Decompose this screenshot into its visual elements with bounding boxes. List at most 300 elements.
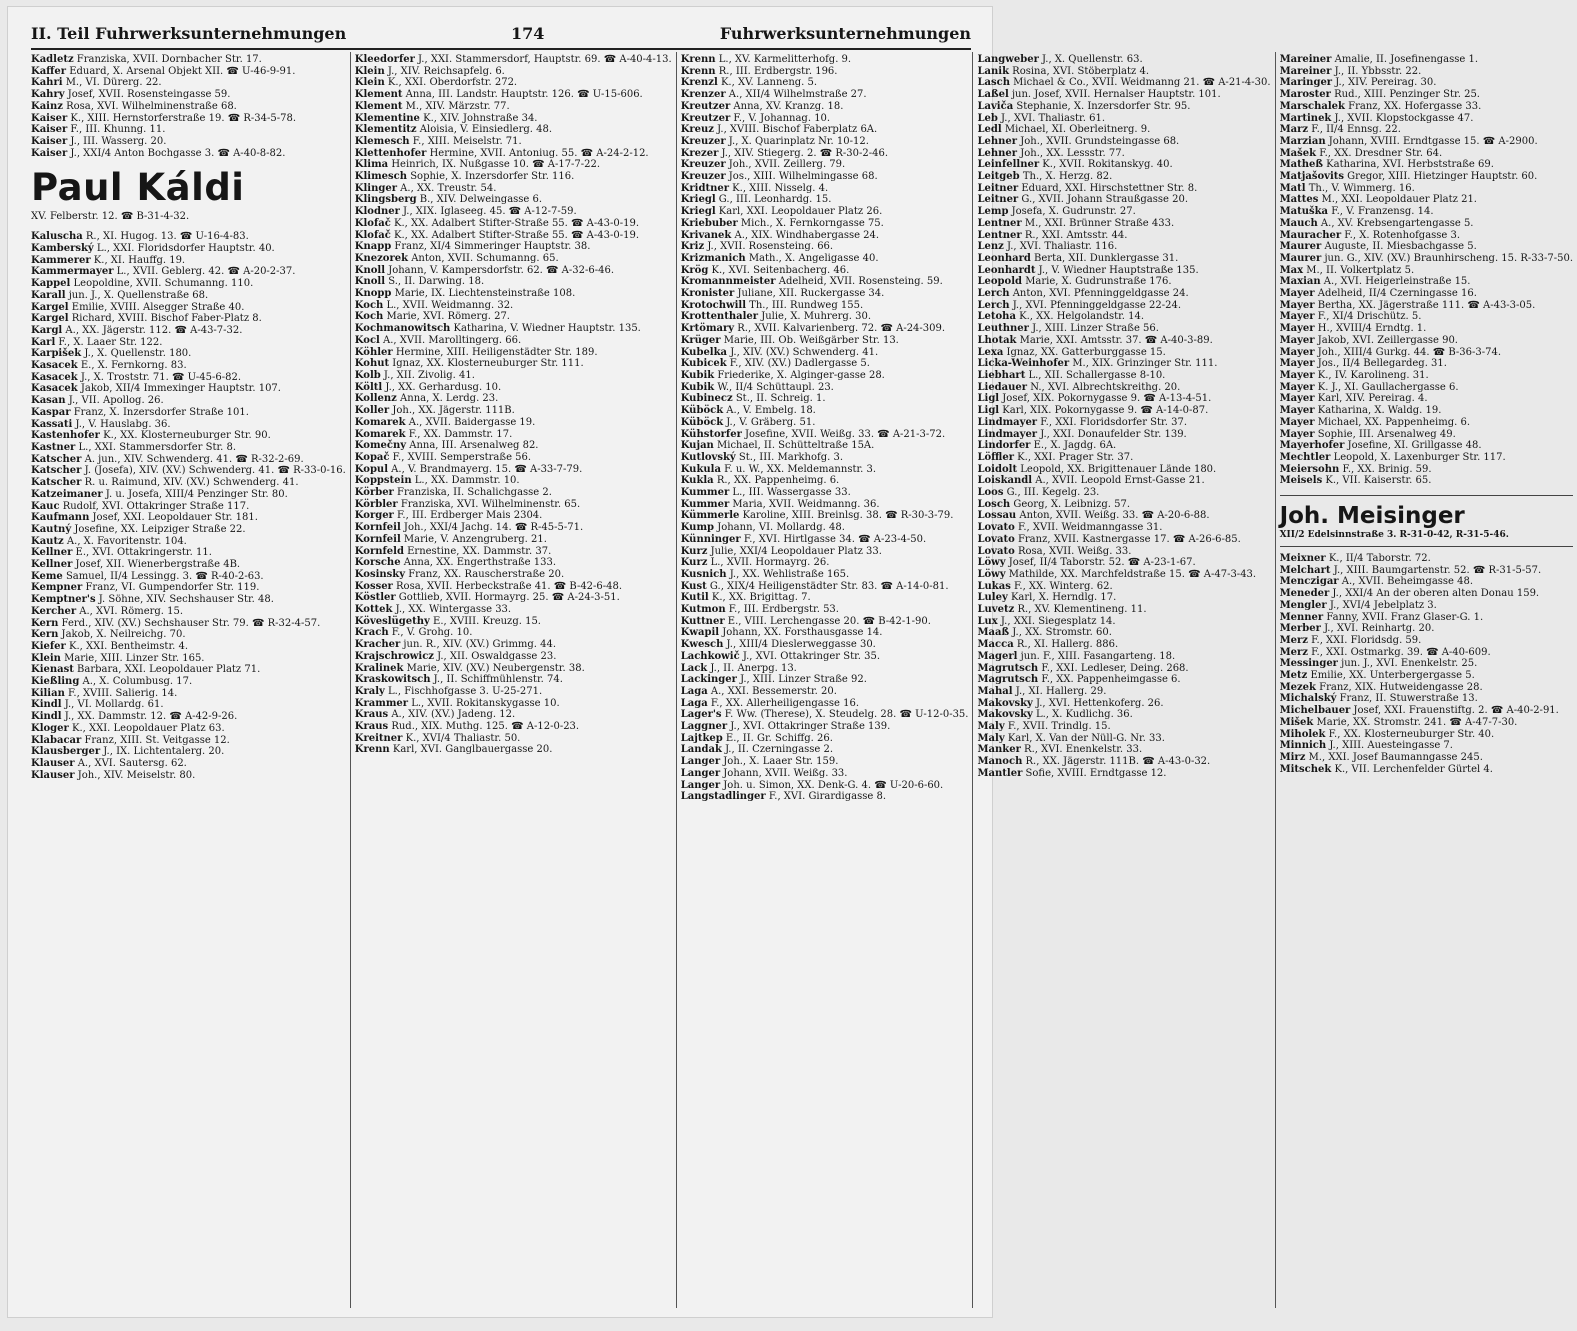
entry-details: K., XIV. Johnstraße 34. (419, 112, 538, 124)
entry-name: Kappel (31, 278, 71, 290)
entry-name: Lindmayer (977, 428, 1038, 440)
entry-details: Josefa, X. Gudrunstr. 27. (1008, 206, 1136, 218)
column-4-entries (977, 54, 1270, 780)
directory-entry (355, 89, 672, 101)
directory-entry (355, 546, 672, 558)
directory-entry (1280, 101, 1573, 113)
directory-entry (681, 686, 969, 698)
entry-details: J. u. Josefa, XIII/4 Penzinger Str. 80. (102, 488, 288, 500)
directory-entry (681, 276, 969, 288)
entry-details: A., XVI. Römerg. 15. (76, 605, 184, 617)
entry-details: Rudolf, XVI. Ottakringer Straße 117. (59, 500, 250, 512)
entry-name: Leitner (977, 194, 1019, 206)
entry-name: Lukas (977, 580, 1011, 592)
entry-name: Kreuzer (680, 135, 726, 147)
entry-name: Langer (680, 767, 721, 779)
entry-name: Klement (354, 89, 403, 101)
entry-name: Korger (354, 510, 394, 522)
entry-details: Ferd., XIV. (XV.) Sechshauser Str. 79. ☎ R-32-4-57. (58, 617, 321, 629)
entry-name: Katscher (31, 477, 82, 489)
entry-details: Hermine, XIII. Heiligenstädter Str. 189. (392, 346, 598, 358)
directory-entry (977, 393, 1270, 405)
column-2 (351, 52, 677, 1308)
entry-details: F., XXI. Floridsdg. 59. (1307, 634, 1422, 646)
entry-details: Franz, VI. Gumpendorfer Str. 119. (82, 582, 260, 594)
entry-details: J., XII. Zivolig. 41. (380, 369, 475, 381)
directory-entry (977, 581, 1270, 593)
entry-details: Marie, XX. Stromstr. 241. ☎ A-47-7-30. (1313, 716, 1518, 728)
directory-entry (681, 616, 969, 628)
entry-details: Hermine, XVII. Antoniug. 55. ☎ A-24-2-12. (426, 147, 649, 159)
entry-name: Kautz (31, 535, 64, 547)
entry-details: Heinrich, IX. Nußgasse 10. ☎ A-17-7-22. (388, 159, 601, 171)
directory-entry (977, 744, 1270, 756)
entry-details: Franz, X. Inzersdorfer Straße 101. (70, 406, 249, 418)
entry-name: Klement (354, 100, 403, 112)
directory-entry (31, 606, 346, 618)
directory-entry (1280, 740, 1573, 752)
directory-entry (31, 148, 346, 160)
entry-name: Knopp (354, 288, 392, 300)
directory-entry (31, 618, 346, 630)
directory-entry (681, 89, 969, 101)
entry-details: J., XVIII. Bischof Faberplatz 6A. (713, 124, 878, 136)
entry-name: Kukla (680, 475, 714, 487)
directory-entry (1280, 241, 1573, 253)
entry-name: Kaufmann (31, 512, 90, 524)
entry-name: Liedauer (977, 381, 1028, 393)
entry-name: Losch (977, 498, 1011, 510)
entry-details: Marie, XIII. Linzer Str. 165. (60, 652, 205, 664)
entry-details: F., XX. Allerheiligengasse 16. (707, 697, 860, 709)
column-1 (27, 52, 351, 1308)
ad-paul-kaldi (31, 167, 346, 223)
entry-name: Knapp (354, 241, 392, 253)
entry-details: F., III. Erdberger Mais 2304. (393, 510, 543, 522)
entry-name: Kreuzer (680, 159, 726, 171)
directory-entry (355, 627, 672, 639)
entry-details: J., X. Quarinplatz Nr. 10-12. (725, 135, 869, 147)
directory-entry (977, 171, 1270, 183)
entry-details: J., VII. Apollog. 26. (65, 395, 164, 407)
entry-details: Marie, XVI. Römerg. 27. (383, 311, 510, 323)
directory-entry (977, 311, 1270, 323)
directory-entry (681, 627, 969, 639)
entry-details: Adelheid, II/4 Czerningasse 16. (1314, 288, 1477, 300)
entry-name: Kreuz (680, 124, 714, 136)
directory-entry (1280, 89, 1573, 101)
directory-entry (977, 522, 1270, 534)
entry-details: Franz, XIII. St. Veitgasse 12. (81, 734, 230, 746)
entry-name: Kaiser (31, 124, 68, 136)
directory-entry (977, 323, 1270, 335)
directory-entry (977, 487, 1270, 499)
entry-name: Kottek (354, 604, 393, 616)
entry-name: Köstler (354, 592, 396, 604)
entry-name: Merber (1279, 623, 1321, 635)
entry-name: Kutmon (680, 604, 726, 616)
entry-name: Laga (680, 697, 708, 709)
entry-details: Emilie, XX. Unterbergergasse 5. (1307, 670, 1475, 682)
directory-entry (31, 571, 346, 583)
directory-entry (977, 194, 1270, 206)
column-3-entries (681, 54, 969, 803)
entry-details: K., XV. Lanneng. 5. (717, 77, 818, 89)
entry-name: Kwesch (680, 639, 724, 651)
entry-details: Rosa, XVII. Herbeckstraße 41. ☎ B-42-6-48. (392, 580, 623, 592)
entry-name: Klofač (354, 229, 391, 241)
entry-details: K., VII. Lerchenfelder Gürtel 4. (1331, 763, 1493, 775)
entry-name: Marschalek (1279, 100, 1345, 112)
directory-entry (681, 101, 969, 113)
entry-name: Karl (31, 336, 56, 348)
entry-name: Leitgeb (977, 171, 1020, 183)
entry-details: J., XVI. Thaliastr. 116. (1003, 241, 1118, 253)
directory-entry (681, 452, 969, 464)
entry-details: Joh., XIV. Meiselstr. 80. (74, 769, 196, 781)
ad-paul-kaldi-address: XV. Felberstr. 12. ☎ B-31-4-32. (31, 211, 190, 223)
entry-name: Krotochwill (680, 299, 746, 311)
entry-name: Koller (354, 405, 390, 417)
entry-details: K., XX. Brigittag. 7. (708, 592, 811, 604)
directory-entry (977, 265, 1270, 277)
entry-details: Rosa, XVII. Weißg. 33. (1014, 545, 1132, 557)
entry-details: Anna, XX. Engerthstraße 133. (400, 557, 556, 569)
entry-details: jun. J., X. Quellenstraße 68. (65, 289, 209, 301)
entry-name: Kasacek (31, 371, 78, 383)
directory-entry (1280, 113, 1573, 125)
entry-name: Körber (354, 487, 394, 499)
entry-details: J., II. Schiffmühlenstr. 74. (430, 674, 563, 686)
directory-entry (681, 194, 969, 206)
entry-name: Marzian (1279, 135, 1326, 147)
entry-details: J., XIV. Pereirag. 30. (1332, 77, 1437, 89)
entry-name: Komarek (354, 416, 406, 428)
directory-entry (31, 653, 346, 665)
entry-name: Max (1279, 264, 1304, 276)
entry-details: Adelheid, XVII. Rosensteing. 59. (775, 276, 943, 288)
directory-entry (1280, 335, 1573, 347)
entry-name: Loidolt (977, 463, 1018, 475)
entry-name: Krach (354, 627, 389, 639)
entry-details: Johann, V. Kampersdorfstr. 62. ☎ A-32-6-46. (385, 264, 615, 276)
directory-entry (681, 651, 969, 663)
entry-details: K., IV. Karolineng. 31. (1314, 369, 1429, 381)
entry-name: Lackinger (680, 674, 737, 686)
directory-entry (681, 569, 969, 581)
directory-entry (681, 464, 969, 476)
directory-entry (681, 791, 969, 803)
entry-details: Aloisia, V. Einsiedlerg. 48. (416, 124, 553, 136)
directory-entry (1280, 358, 1573, 370)
directory-entry (355, 253, 672, 265)
entry-details: Th., X. Herzg. 82. (1019, 171, 1113, 183)
entry-name: Kridtner (680, 182, 729, 194)
directory-entry (355, 604, 672, 616)
directory-entry (977, 417, 1270, 429)
entry-details: Jos., II/4 Bellegardeg. 31. (1314, 358, 1447, 370)
entry-details: Karoline, XIII. Breinlsg. 38. ☎ R-30-3-79. (739, 510, 954, 522)
directory-entry (681, 311, 969, 323)
entry-details: Josef, XXI. Frauenstiftg. 2. ☎ A-40-2-91. (1350, 705, 1559, 717)
entry-name: Kaiser (31, 147, 68, 159)
entry-name: Kuttner (680, 615, 725, 627)
directory-entry (1280, 300, 1573, 312)
entry-details: J., X. Quellenstr. 180. (81, 348, 192, 360)
entry-details: J., XX. Stromstr. 60. (1009, 627, 1112, 639)
entry-details: A., V. Brandmayerg. 15. ☎ A-33-7-79. (388, 463, 583, 475)
entry-name: Martinek (1279, 112, 1332, 124)
entry-details: E., XVI. Ottakringerstr. 11. (72, 547, 212, 559)
directory-entry (977, 300, 1270, 312)
entry-details: Jos., XIII. Wilhelmingasse 68. (725, 171, 878, 183)
entry-name: Lentner (977, 217, 1022, 229)
entry-details: R., XV. Klementineng. 11. (1014, 604, 1147, 616)
entry-details: F., XXI. Floridsdorfer Str. 37. (1037, 416, 1187, 428)
directory-entry (1280, 124, 1573, 136)
directory-entry (1280, 77, 1573, 89)
directory-entry (977, 674, 1270, 686)
directory-entry (1280, 464, 1573, 476)
entry-name: Kosinsky (354, 568, 406, 580)
directory-entry (681, 241, 969, 253)
entry-name: Löwy (977, 568, 1006, 580)
entry-details: F., XVIII. Salierig. 14. (64, 687, 178, 699)
directory-entry (355, 522, 672, 534)
directory-entry (31, 699, 346, 711)
entry-name: Klein (354, 77, 385, 89)
directory-entry (977, 464, 1270, 476)
page-header (31, 22, 971, 50)
directory-entry (31, 231, 346, 243)
directory-entry (681, 323, 969, 335)
entry-name: Karpišek (31, 348, 82, 360)
directory-entry (355, 323, 672, 335)
entry-name: Langweber (977, 54, 1039, 65)
directory-entry (681, 487, 969, 499)
ad-joh-meisinger-name: Joh. Meisinger (1279, 503, 1465, 530)
directory-entry (1280, 311, 1573, 323)
entry-name: Knoll (354, 264, 386, 276)
entry-name: Lindorfer (977, 440, 1031, 452)
entry-details: Gottlieb, XVII. Hormayrg. 25. ☎ A-24-3-51. (395, 592, 620, 604)
directory-entry (1280, 417, 1573, 429)
entry-details: Anton, XVI. Pfenninggeldgasse 24. (1009, 288, 1189, 300)
entry-name: Kubinecz (680, 393, 733, 405)
entry-name: Mantler (977, 767, 1023, 779)
entry-name: Kahri (31, 77, 63, 89)
directory-entry (31, 407, 346, 419)
entry-details: Franz, XIX. Hutweidengasse 28. (1315, 681, 1483, 693)
entry-details: St., II. Schreig. 1. (732, 393, 826, 405)
entry-name: Kern (31, 617, 59, 629)
entry-name: Korsche (354, 557, 401, 569)
entry-name: Metz (1279, 670, 1308, 682)
entry-details: Josef, XIX. Pokornygasse 9. ☎ A-13-4-51. (999, 393, 1212, 405)
entry-name: Kromannmeister (680, 276, 776, 288)
directory-entry (355, 206, 672, 218)
directory-entry (681, 159, 969, 171)
entry-details: Josefine, XVII. Weißg. 33. ☎ A-21-3-72. (741, 428, 946, 440)
entry-details: F. u. W., XX. Meldemannstr. 3. (720, 463, 877, 475)
directory-entry (31, 136, 346, 148)
entry-name: Miholek (1279, 728, 1326, 740)
entry-name: Lasch (977, 77, 1010, 89)
entry-details: J., XX. Wehlistraße 165. (726, 568, 850, 580)
directory-entry (31, 124, 346, 136)
directory-entry (31, 243, 346, 255)
entry-name: Makovsky (977, 697, 1033, 709)
entry-details: Eduard, X. Arsenal Objekt XII. ☎ U-46-9-91. (66, 65, 296, 77)
entry-name: Klein (31, 652, 61, 664)
directory-entry (355, 440, 672, 452)
directory-entry (31, 395, 346, 407)
entry-details: Anna, III. Arsenalweg 82. (406, 440, 539, 452)
entry-details: Ernestine, XX. Dammstr. 37. (403, 545, 552, 557)
entry-details: Josef, XII. Wienerbergstraße 4B. (72, 559, 241, 571)
entry-details: J., XX. Dammstr. 12. ☎ A-42-9-26. (61, 711, 238, 723)
entry-details: R., XX. Jägerstr. 111B. ☎ A-43-0-32. (1022, 756, 1211, 768)
entry-name: Kochmanowitsch (354, 323, 451, 335)
entry-name: Kern (31, 629, 59, 641)
directory-entry (31, 664, 346, 676)
entry-details: J., XXI/4 Anton Bochgasse 3. ☎ A-40-8-82. (67, 147, 286, 159)
entry-details: L., XX. Dammstr. 10. (411, 475, 520, 487)
directory-entry (1280, 230, 1573, 242)
directory-entry (977, 89, 1270, 101)
entry-details: Anton, XVII. Schumanng. 65. (408, 252, 559, 264)
entry-name: Mišek (1279, 716, 1314, 728)
entry-details: J., XII. Oswaldgasse 23. (433, 650, 557, 662)
directory-entry (1280, 682, 1573, 694)
ad-joh-meisinger (1280, 495, 1573, 547)
entry-name: Katzeimaner (31, 488, 103, 500)
directory-entry (355, 651, 672, 663)
entry-name: Kleedorfer (354, 54, 415, 65)
entry-details: Jakob, X. Neilreichg. 70. (58, 629, 186, 641)
entry-details: A., XX. Jägerstr. 112. ☎ A-43-7-32. (62, 324, 243, 336)
directory-entry (31, 629, 346, 641)
directory-entry (1280, 382, 1573, 394)
entry-details: Michael, XX. Pappenheimg. 6. (1314, 416, 1470, 428)
entry-details: Rud., XIII. Penzinger Str. 25. (1330, 89, 1480, 101)
entry-name: Leopold (977, 276, 1023, 288)
entry-name: Kercher (31, 605, 77, 617)
entry-name: Költl (354, 381, 383, 393)
entry-details: Joh., XX. Jägerstr. 111B. (389, 405, 515, 417)
directory-entry (355, 639, 672, 651)
entry-details: Joh., XIII/4 Gurkg. 44. ☎ B-36-3-74. (1314, 346, 1502, 358)
directory-entry (1280, 265, 1573, 277)
entry-details: Franz, XX. Hofergasse 33. (1344, 100, 1482, 112)
entry-name: Lovato (977, 533, 1015, 545)
directory-entry (681, 335, 969, 347)
entry-name: Klauser (31, 757, 75, 769)
entry-details: A., V. Embelg. 18. (723, 405, 816, 417)
directory-entry (977, 253, 1270, 265)
directory-entry (355, 136, 672, 148)
entry-name: Kubicek (680, 358, 727, 370)
entry-details: Th., III. Rundweg 155. (746, 299, 864, 311)
entry-name: Klima (354, 159, 389, 171)
directory-entry (977, 440, 1270, 452)
directory-entry (681, 768, 969, 780)
entry-details: Juliane, XII. Ruckergasse 34. (734, 288, 885, 300)
entry-details: J., XVI/4 Jebelplatz 3. (1326, 599, 1437, 611)
entry-details: A., XX. Treustr. 54. (396, 182, 497, 194)
entry-details: F. Ww. (Therese), X. Steudelg. 28. ☎ U-12-0-35. (721, 709, 969, 721)
entry-details: Michael, II. Schütteltraße 15A. (713, 440, 875, 452)
entry-details: Emilie, XVIII. Alsegger Straße 40. (68, 301, 245, 313)
directory-entry (977, 616, 1270, 628)
entry-name: Kutil (680, 592, 709, 604)
entry-name: Knezorek (354, 252, 409, 264)
entry-name: Körbler (354, 498, 398, 510)
entry-details: R., XVII. Kalvarienberg. 72. ☎ A-24-309. (734, 323, 946, 335)
directory-entry (1280, 218, 1573, 230)
entry-name: Kahry (31, 89, 65, 101)
entry-details: M., VI. Dürerg. 22. (62, 77, 162, 89)
entry-name: Kilian (31, 687, 65, 699)
directory-entry (681, 709, 969, 721)
entry-name: Kamberský (31, 243, 94, 255)
entry-name: Kriegl (680, 206, 716, 218)
directory-entry (977, 721, 1270, 733)
entry-name: Lehner (977, 147, 1018, 159)
entry-details: J., XX. Wintergasse 33. (392, 604, 512, 616)
entry-details: R., XX. Pappenheimg. 6. (713, 475, 840, 487)
directory-entry (1280, 440, 1573, 452)
entry-details: F., XIV. (XV.) Dadlergasse 5. (726, 358, 870, 370)
entry-name: Lemp (977, 206, 1009, 218)
directory-entry (1280, 693, 1573, 705)
directory-entry (31, 582, 346, 594)
directory-entry (681, 510, 969, 522)
directory-entry (681, 417, 969, 429)
entry-name: Kosser (354, 580, 393, 592)
entry-name: Kasacek (31, 360, 78, 372)
directory-entry (31, 337, 346, 349)
entry-name: Klingsberg (354, 194, 417, 206)
directory-entry (1280, 276, 1573, 288)
entry-details: R., XI. Hugog. 13. ☎ U-16-4-83. (82, 231, 249, 243)
directory-entry (31, 688, 346, 700)
entry-details: Sophie, X. Inzersdorfer Str. 116. (407, 171, 575, 183)
entry-name: Klabacar (31, 734, 82, 746)
entry-name: Löwy (977, 557, 1006, 569)
entry-name: Kreutzer (680, 112, 731, 124)
directory-entry (355, 101, 672, 113)
entry-name: Kellner (31, 559, 73, 571)
entry-details: Josef, XVII. Rosensteingasse 59. (64, 89, 231, 101)
directory-entry (1280, 405, 1573, 417)
directory-entry (355, 288, 672, 300)
header-left: II. Teil Fuhrwerksunternehmungen (31, 24, 347, 43)
entry-details: Richard, XVIII. Bischof Faber-Platz 8. (68, 313, 262, 325)
entry-name: Merz (1279, 646, 1308, 658)
directory-entry (681, 405, 969, 417)
directory-entry (977, 592, 1270, 604)
directory-entry (355, 429, 672, 441)
entry-name: Koch (354, 299, 384, 311)
entry-name: Lanik (977, 65, 1009, 77)
entry-name: Mayer (1279, 346, 1315, 358)
directory-entry (977, 183, 1270, 195)
entry-details: F., XX. Brinig. 59. (1339, 463, 1432, 475)
directory-entry (355, 113, 672, 125)
entry-details: E., X. Fernkorng. 83. (77, 360, 187, 372)
entry-details: J., XIV. Stiegerg. 2. ☎ R-30-2-46. (718, 147, 889, 159)
